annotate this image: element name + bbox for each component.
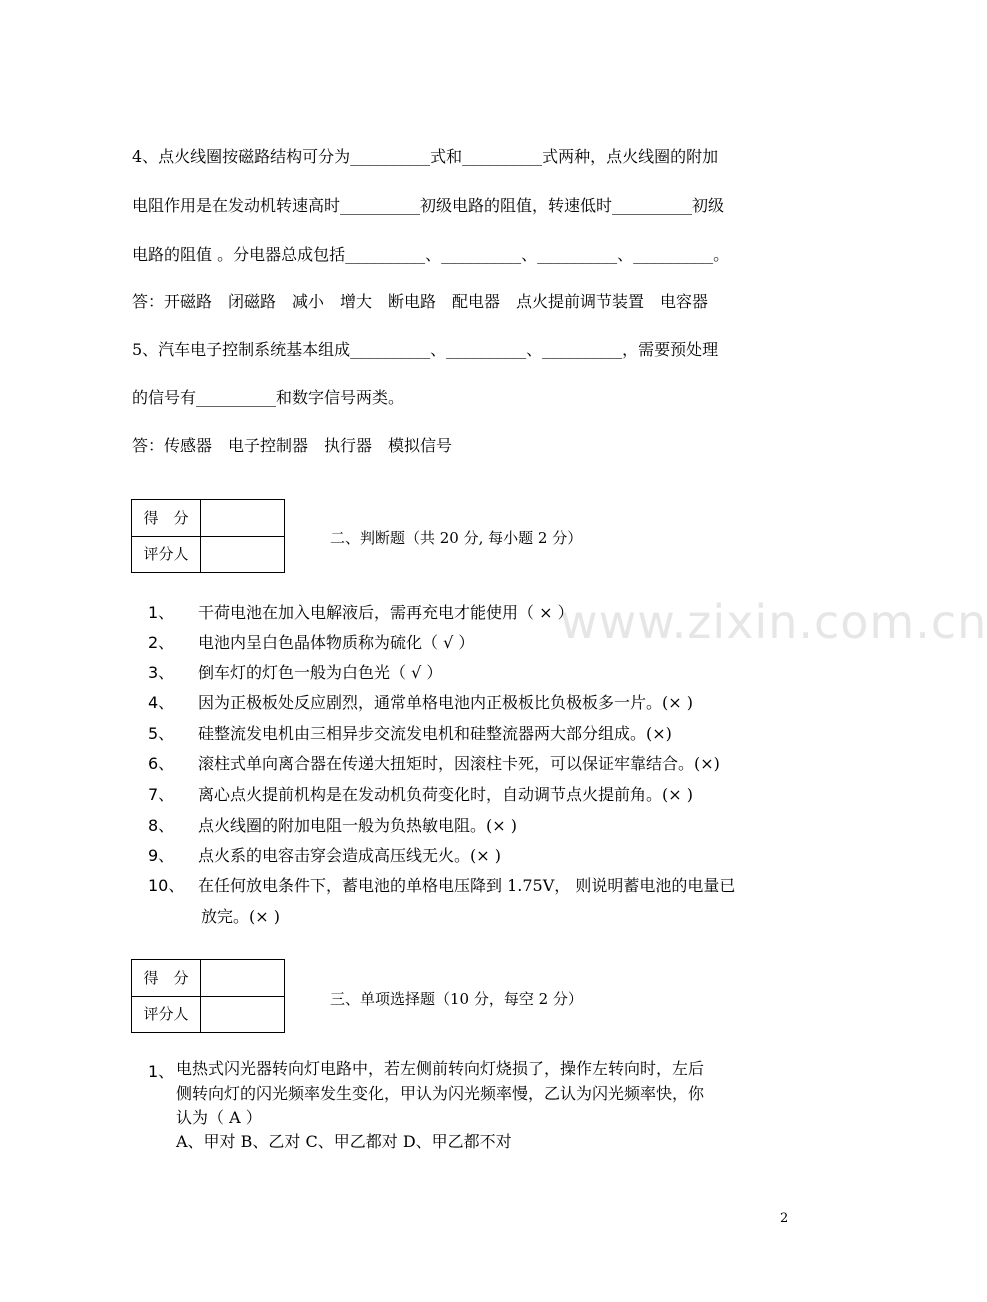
item-number: 4、 (148, 693, 175, 712)
item-number: 7、 (148, 785, 175, 804)
item-text: 离心点火提前机构是在发动机负荷变化时，自动调节点火提前角。(× ) (198, 785, 693, 804)
item-number: 5、 (148, 724, 175, 743)
answer-4: 答：开磁路 闭磁路 减小 增大 断电路 配电器 点火提前调节装置 电容器 (132, 292, 709, 311)
item-number: 8、 (148, 816, 175, 835)
choice-options: A、甲对 B、乙对 C、甲乙都对 D、甲乙都不对 (176, 1132, 512, 1151)
item-text: 在任何放电条件下，蓄电池的单格电压降到 1.75V， 则说明蓄电池的电量已 (198, 876, 736, 895)
page-number: 2 (780, 1211, 789, 1226)
item-text: 电池内呈白色晶体物质称为硫化（ √ ） (198, 633, 475, 652)
item-text: 因为正极板处反应剧烈，通常单格电池内正极板比负极板多一片。(× ) (198, 693, 693, 712)
section-2-title: 二、判断题（共 20 分, 每小题 2 分） (330, 529, 583, 547)
item-number: 6、 (148, 754, 175, 773)
item-text: 倒车灯的灯色一般为白色光（ √ ） (198, 663, 443, 682)
item-text: 硅整流发电机由三相异步交流发电机和硅整流器两大部分组成。(×) (198, 724, 672, 743)
choice-question-line: 侧转向灯的闪光频率发生变化，甲认为闪光频率慢，乙认为闪光频率快，你 (176, 1084, 705, 1103)
item-text: 点火系的电容击穿会造成高压线无火。(× ) (198, 846, 501, 865)
item-text: 干荷电池在加入电解液后，需再充电才能使用（ × ） (198, 603, 574, 622)
score-box-section-2 (131, 499, 285, 573)
watermark: www.zixin.com.cn (560, 595, 987, 649)
score-label: 得 分 (132, 960, 201, 996)
section-3-title: 三、单项选择题（10 分，每空 2 分） (330, 990, 583, 1008)
grader-label: 评分人 (132, 536, 201, 572)
score-label: 得 分 (132, 500, 201, 536)
score-box-section-3 (131, 959, 285, 1033)
choice-question-line: 电热式闪光器转向灯电路中，若左侧前转向灯烧损了，操作左转向时，左后 (176, 1059, 705, 1078)
answer-5: 答：传感器 电子控制器 执行器 模拟信号 (132, 436, 453, 455)
item-number: 9、 (148, 846, 175, 865)
item-text: 放完。(× ) (201, 907, 280, 926)
fill-question-5-line-1: 5、汽车电子控制系统基本组成__________、__________、__________，需要预处理 (132, 340, 719, 359)
item-text: 点火线圈的附加电阻一般为负热敏电阻。(× ) (198, 816, 517, 835)
item-text: 滚柱式单向离合器在传递大扭矩时，因滚柱卡死，可以保证牢靠结合。(×) (198, 754, 720, 773)
grader-label: 评分人 (132, 996, 201, 1032)
choice-question-line: 认为（ A ） (176, 1108, 262, 1127)
fill-question-5-line-2: 的信号有__________和数字信号两类。 (132, 388, 405, 407)
fill-question-4-line-2: 电阻作用是在发动机转速高时__________初级电路的阻值，转速低时__________初级 (132, 196, 725, 215)
item-number: 3、 (148, 663, 175, 682)
item-number: 2、 (148, 633, 175, 652)
fill-question-4-line-3: 电路的阻值 。分电器总成包括__________、__________、__________、__________。 (132, 245, 730, 264)
item-number: 10、 (148, 876, 185, 895)
fill-question-4-line-1: 4、点火线圈按磁路结构可分为__________式和__________式两种，点火线圈的附加 (132, 147, 719, 166)
choice-question-number: 1、 (148, 1062, 175, 1081)
item-number: 1、 (148, 603, 175, 622)
